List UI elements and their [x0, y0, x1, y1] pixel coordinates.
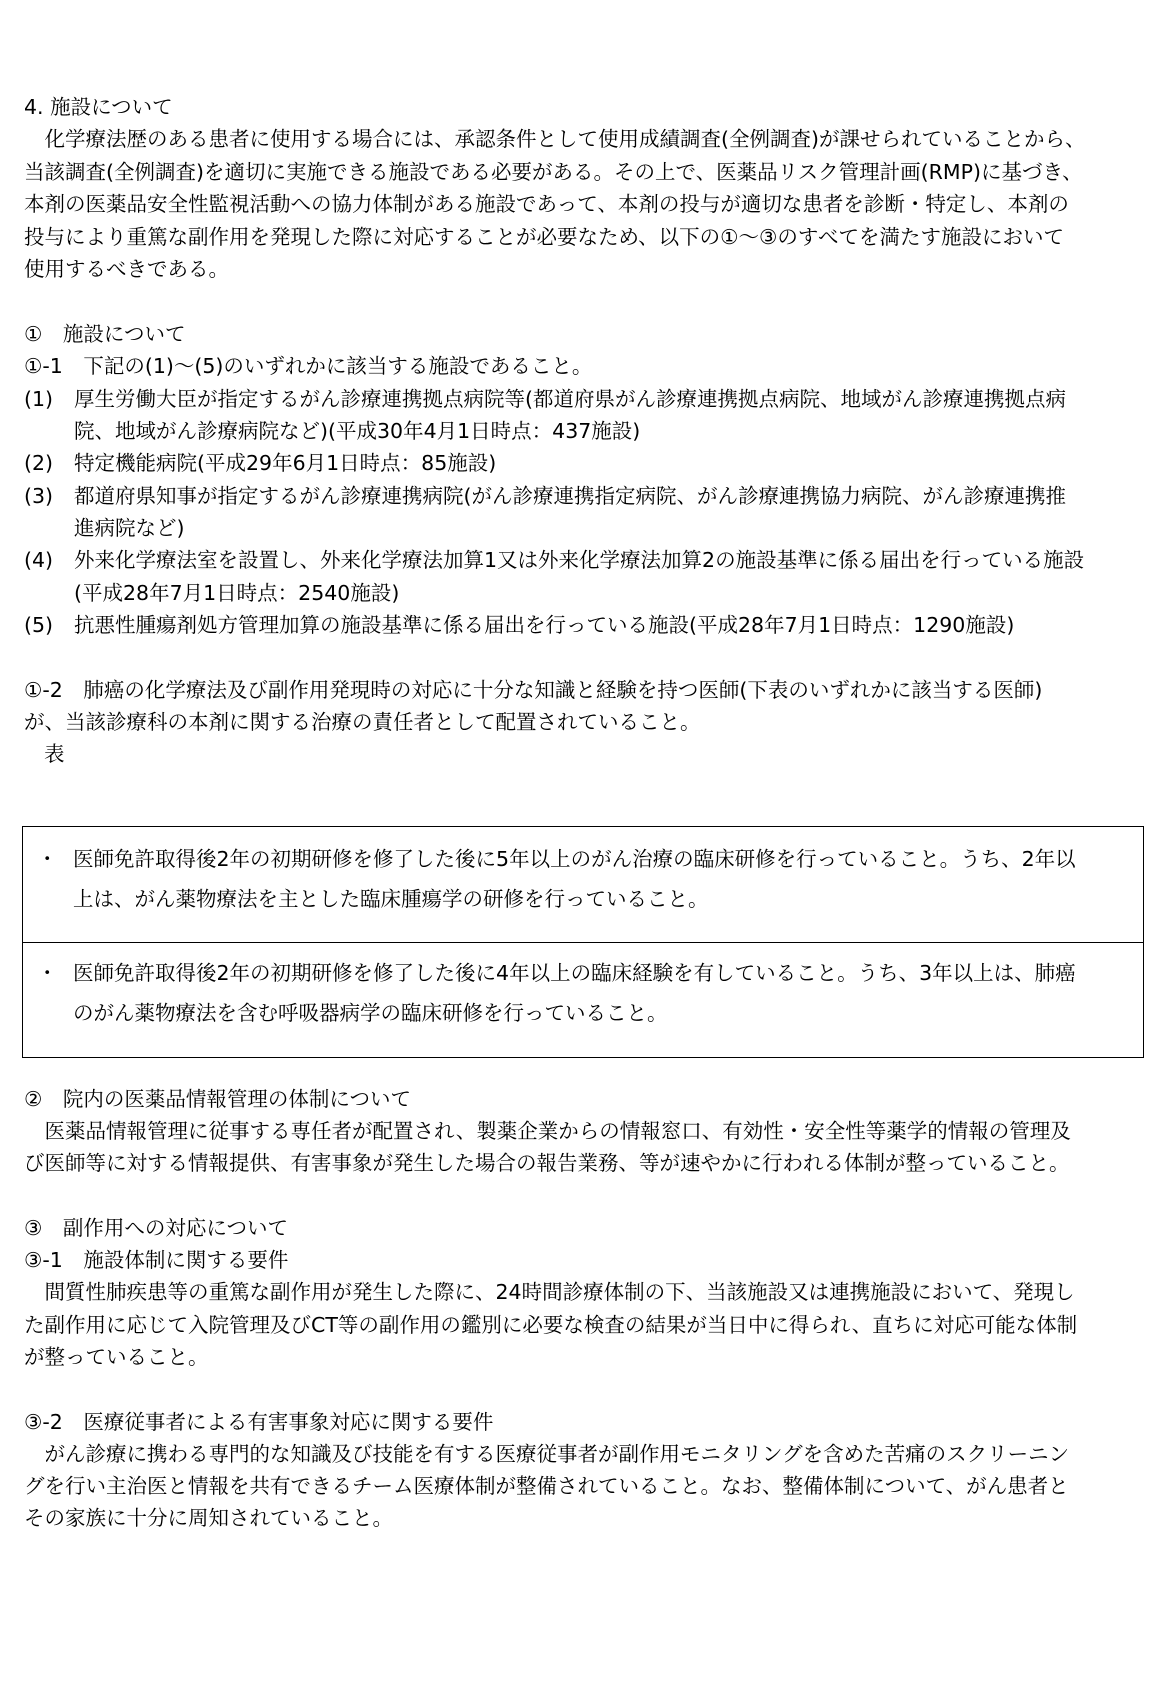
item-number: (4): [24, 548, 54, 572]
part3-sub2-line: グを行い主治医と情報を共有できるチーム医療体制が整備されていること。なお、整備体制について、がん患者と: [24, 1474, 1069, 1498]
table-label: 表: [44, 742, 65, 766]
part2-heading: ② 院内の医薬品情報管理の体制について: [24, 1087, 411, 1111]
part1-sub2-line: が、当該診療科の本剤に関する治療の責任者として配置されていること。: [24, 710, 701, 734]
item-text: (平成28年7月1日時点：2540施設): [74, 581, 400, 605]
part3-sub1-line: た副作用に応じて入院管理及びCT等の副作用の鑑別に必要な検査の結果が当日中に得られ、直ちに対応可能な体制: [24, 1313, 1078, 1337]
item-text: 外来化学療法室を設置し、外来化学療法加算1又は外来化学療法加算2の施設基準に係る届出を行っている施設: [74, 548, 1085, 572]
part3-sub2-line: その家族に十分に周知されていること。: [24, 1506, 393, 1530]
intro-line: 本剤の医薬品安全性監視活動への協力体制がある施設であって、本剤の投与が適切な患者を診断・特定し、本剤の: [24, 192, 1069, 216]
part3-sub2-line: がん診療に携わる専門的な知識及び技能を有する医療従事者が副作用モニタリングを含めた苦痛のスクリーニン: [24, 1442, 1070, 1466]
item-text: 進病院など): [74, 516, 185, 540]
item-text: 院、地域がん診療病院など)(平成30年4月1日時点：437施設): [74, 419, 641, 443]
table-row-bullet: ・: [37, 961, 58, 985]
table-row-divider: [23, 942, 1143, 943]
intro-line: 当該調査(全例調査)を適切に実施できる施設である必要がある。その上で、医薬品リスク管理計画(RMP)に基づき、: [24, 160, 1083, 184]
part3-heading: ③ 副作用への対応について: [24, 1216, 288, 1240]
table-row-text: のがん薬物療法を含む呼吸器病学の臨床研修を行っていること。: [73, 1001, 668, 1025]
part3-sub1-line: が整っていること。: [24, 1345, 209, 1369]
item-text: 都道府県知事が指定するがん診療連携病院(がん診療連携指定病院、がん診療連携協力病院、がん診療連携推: [74, 484, 1066, 508]
item-number: (1): [24, 387, 54, 411]
part1-sub2-line: ①-2 肺癌の化学療法及び副作用発現時の対応に十分な知識と経験を持つ医師(下表のいずれかに該当する医師): [24, 678, 1043, 702]
table-row-text: 医師免許取得後2年の初期研修を修了した後に5年以上のがん治療の臨床研修を行っていること。うち、2年以: [73, 847, 1076, 871]
part3-sub1-heading: ③-1 施設体制に関する要件: [24, 1248, 289, 1272]
table-row-text: 上は、がん薬物療法を主とした臨床腫瘍学の研修を行っていること。: [73, 887, 709, 911]
table-row-text: 医師免許取得後2年の初期研修を修了した後に4年以上の臨床経験を有していること。うち、3年以上は、肺癌: [73, 961, 1076, 985]
part2-line: 医薬品情報管理に従事する専任者が配置され、製薬企業からの情報窓口、有効性・安全性等薬学的情報の管理及: [24, 1119, 1071, 1143]
part2-line: び医師等に対する情報提供、有害事象が発生した場合の報告業務、等が速やかに行われる体制が整っていること。: [24, 1151, 1070, 1175]
item-number: (2): [24, 451, 54, 475]
part1-heading: ① 施設について: [24, 322, 186, 346]
item-text: 厚生労働大臣が指定するがん診療連携拠点病院等(都道府県がん診療連携拠点病院、地域がん診療連携拠点病: [74, 387, 1066, 411]
intro-line: 投与により重篤な副作用を発現した際に対応することが必要なため、以下の①～③のすべてを満たす施設において: [24, 225, 1065, 249]
intro-line: 化学療法歴のある患者に使用する場合には、承認条件として使用成績調査(全例調査)が課せられていることから、: [24, 127, 1086, 151]
item-number: (3): [24, 484, 54, 508]
part3-sub2-heading: ③-2 医療従事者による有害事象対応に関する要件: [24, 1410, 494, 1434]
item-text: 特定機能病院(平成29年6月1日時点：85施設): [74, 451, 497, 475]
part3-sub1-line: 間質性肺疾患等の重篤な副作用が発生した際に、24時間診療体制の下、当該施設又は連携施設において、発現し: [24, 1280, 1075, 1304]
intro-line: 使用するべきである。: [24, 257, 229, 281]
section-heading: 4. 施設について: [24, 95, 173, 119]
criteria-table: [22, 826, 1144, 1058]
item-text: 抗悪性腫瘍剤処方管理加算の施設基準に係る届出を行っている施設(平成28年7月1日時点：1290施設): [74, 613, 1015, 637]
table-row-bullet: ・: [37, 847, 58, 871]
item-number: (5): [24, 613, 54, 637]
part1-sub1-heading: ①-1 下記の(1)～(5)のいずれかに該当する施設であること。: [24, 354, 593, 378]
